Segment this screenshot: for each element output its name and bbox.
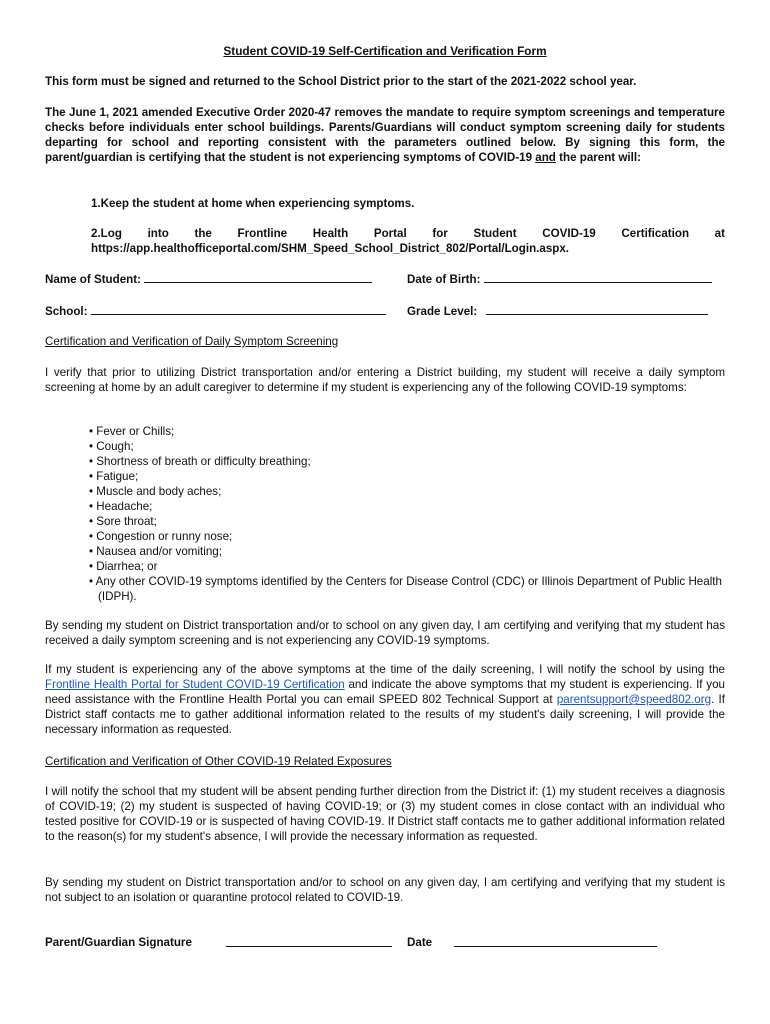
name-blank[interactable] xyxy=(144,271,372,283)
list-item: • Congestion or runny nose; xyxy=(89,530,233,543)
support-email-link[interactable]: parentsupport@speed802.org xyxy=(556,693,712,706)
signature-label: Parent/Guardian Signature xyxy=(45,936,192,949)
symptom-list xyxy=(89,424,729,604)
list-item: • Diarrhea; or xyxy=(89,560,158,573)
quarantine-certification-paragraph: By sending my student on District transportation and/or to school on any given day, I am certifying and verifying that my student is not subject to an isolation or quarantine protocol related to COVID-19. xyxy=(45,876,725,904)
executive-order-paragraph: The June 1, 2021 amended Executive Order 2020-47 removes the mandate to require symptom screenings and temperature checks before individuals enter school buildings. Parents/Guardians will conduct symptom screening daily for students departing for school and reporting consistent with the parameters outlined below. By signing this form, the parent/guardian is certifying that the student is not experiencing symptoms of COVID-19 and the parent will: xyxy=(45,106,725,164)
grade-blank[interactable] xyxy=(486,303,708,315)
parent-signature-field[interactable] xyxy=(45,935,192,950)
absence-notification-paragraph: I will notify the school that my student will be absent pending further direction from the District if: (1) my student receives a diagnosis of COVID-19; (2) my student is suspected of having COVID-19; or (3) my student comes in close contact with an individual who tested positive for COVID-19 or is suspected of having COVID-19. If District staff contacts me to gather additional information related to the reason(s) for my student's absence, I will provide the necessary information as requested. xyxy=(45,785,725,843)
step-log-portal: 2.Log into the Frontline Health Portal for Student COVID-19 Certification at https://app.healthofficeportal.com/SHM_Speed_School_District_802/Portal/Login.aspx. xyxy=(91,227,725,255)
name-of-student-field[interactable] xyxy=(45,271,372,287)
list-item: • Any other COVID-19 symptoms identified by the Centers for Disease Control (CDC) or Illinois Department of Public Health (IDPH). xyxy=(89,575,722,603)
list-item: • Cough; xyxy=(89,440,134,453)
list-item: • Shortness of breath or difficulty breathing; xyxy=(89,455,311,468)
list-item: • Sore throat; xyxy=(89,515,157,528)
name-label: Name of Student: xyxy=(45,273,141,286)
section-heading-daily-screening: Certification and Verification of Daily Symptom Screening xyxy=(45,335,339,348)
signature-blank[interactable] xyxy=(226,935,392,947)
symptom-notification-paragraph: If my student is experiencing any of the above symptoms at the time of the daily screening, I will notify the school by using the Frontline Health Portal for Student COVID-19 Certification and indicate the above symptoms that my student is experiencing. If you need assistance with the Frontline Health Portal you can email SPEED 802 Technical Support at parentsupport@speed802.org. If District staff contacts me to gather additional information related to the results of my student's daily screening, I will provide the necessary information as requested. xyxy=(45,663,725,736)
section-heading-other-exposures: Certification and Verification of Other COVID-19 Related Exposures xyxy=(45,755,392,768)
date-of-birth-field[interactable] xyxy=(407,271,712,287)
signature-date-blank[interactable] xyxy=(454,935,657,947)
frontline-portal-link[interactable]: Frontline Health Portal for Student COVID-19 Certification xyxy=(45,678,345,691)
list-item: • Headache; xyxy=(89,500,153,513)
school-blank[interactable] xyxy=(91,303,386,315)
dob-label: Date of Birth: xyxy=(407,273,481,286)
intro-notice: This form must be signed and returned to the School District prior to the start of the 2021-2022 school year. xyxy=(45,75,637,88)
school-field[interactable] xyxy=(45,303,386,319)
form-title: Student COVID-19 Self-Certification and Verification Form xyxy=(223,44,547,58)
signature-date-label: Date xyxy=(407,936,433,949)
dob-blank[interactable] xyxy=(484,271,712,283)
grade-label: Grade Level: xyxy=(407,305,478,318)
list-item: • Nausea and/or vomiting; xyxy=(89,545,222,558)
list-item: • Muscle and body aches; xyxy=(89,485,222,498)
list-item: • Fever or Chills; xyxy=(89,425,175,438)
school-label: School: xyxy=(45,305,88,318)
step-keep-home: 1.Keep the student at home when experiencing symptoms. xyxy=(91,197,415,210)
daily-screening-certification-paragraph: By sending my student on District transportation and/or to school on any given day, I am certifying and verifying that my student has received a daily symptom screening and is not experiencing any COVID-19 symptoms. xyxy=(45,619,725,647)
grade-level-field[interactable] xyxy=(407,303,708,319)
screening-verification-paragraph: I verify that prior to utilizing District transportation and/or entering a District building, my student will receive a daily symptom screening at home by an adult caregiver to determine if my student is experiencing any of the following COVID-19 symptoms: xyxy=(45,366,725,394)
signature-date-field[interactable] xyxy=(407,935,432,950)
list-item: • Fatigue; xyxy=(89,470,139,483)
